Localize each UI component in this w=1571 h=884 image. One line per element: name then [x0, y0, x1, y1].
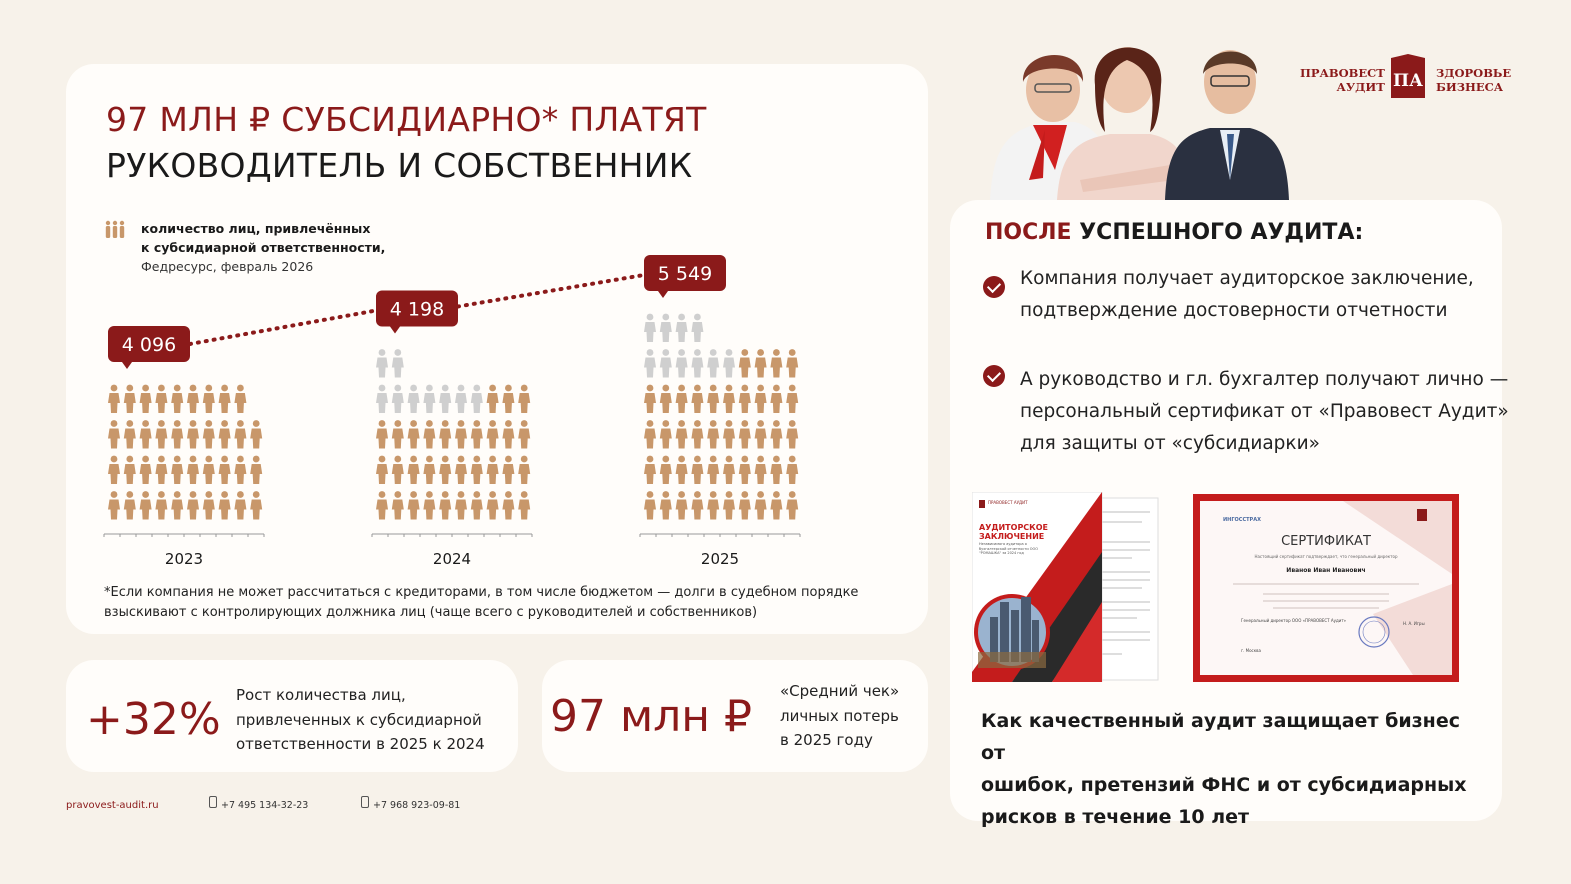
- person-figure-2025-50: [723, 491, 735, 519]
- person-figure-2024-24: [392, 456, 404, 484]
- person-figure-2025-6: [660, 349, 672, 377]
- value-label: 5 549: [657, 263, 713, 285]
- person-figure-2024-3: [376, 385, 388, 413]
- person-figure-2024-25: [408, 456, 420, 484]
- person-figure-2023-31: [124, 491, 136, 519]
- person-figure-2023-2: [124, 385, 136, 413]
- headline-line1: 97 МЛН ₽ СУБСИДИАРНО* ПЛАТЯТ: [106, 100, 707, 139]
- person-figure-2024-4: [392, 385, 404, 413]
- person-figure-2024-14: [392, 420, 404, 448]
- team-photo: [985, 30, 1295, 200]
- person-figure-2023-29: [250, 456, 262, 484]
- person-figure-2023-18: [234, 420, 246, 448]
- footnote: *Если компания не может рассчитаться с кредиторами, в том числе бюджетом — долги в судебном порядке взыскивают с контролирующих должника лиц (чаще всего с руководителей и собственников): [104, 585, 859, 620]
- logo-mark-text: ПА: [1393, 71, 1423, 91]
- person-figure-2024-16: [423, 420, 435, 448]
- person-figure-2023-33: [155, 491, 167, 519]
- phone-link-2[interactable]: +7 968 923-09-81: [373, 800, 461, 811]
- person-figure-2024-13: [376, 420, 388, 448]
- person-figure-2024-41: [502, 491, 514, 519]
- benefit-line: А руководство и гл. бухгалтер получают лично —: [1020, 369, 1509, 390]
- stat-loss-description: [780, 679, 920, 753]
- person-figure-2025-20: [723, 385, 735, 413]
- stat-loss-desc-line: «Средний чек»: [780, 682, 900, 700]
- person-figure-2025-29: [707, 420, 719, 448]
- stat-growth-description: [236, 683, 496, 757]
- person-figure-2025-7: [676, 349, 688, 377]
- audit-doc-title-1: АУДИТОРСКОЕ: [979, 523, 1048, 532]
- person-figure-2025-47: [676, 491, 688, 519]
- value-label: 4 198: [389, 298, 445, 321]
- heading-rest: УСПЕШНОГО АУДИТА:: [1071, 220, 1364, 245]
- benefit-item-1: [1020, 263, 1520, 327]
- person-figure-2023-34: [171, 491, 183, 519]
- legend-line2: к субсидиарной ответственности,: [141, 240, 386, 255]
- stat-growth-desc-line: ответственности в 2025 к 2024: [236, 735, 485, 753]
- logo-left-line: АУДИТ: [1336, 80, 1385, 94]
- stat-growth-desc-line: привлеченных к субсидиарной: [236, 710, 482, 729]
- phone-icon: [361, 796, 369, 808]
- person-figure-2025-10: [723, 349, 735, 377]
- year-label: 2025: [700, 550, 740, 568]
- pictograph-chart: [0, 0, 940, 580]
- summary-line: Как качественный аудит защищает бизнес от: [981, 710, 1460, 764]
- value-badge-2025: [644, 255, 726, 298]
- person-figure-2023-22: [140, 456, 152, 484]
- person-figure-2025-42: [755, 456, 767, 484]
- summary-line: ошибок, претензий ФНС и от субсидиарных: [981, 774, 1467, 796]
- benefit-item-2: [1020, 364, 1520, 460]
- person-figure-2024-8: [455, 385, 467, 413]
- stat-loss-value: 97 млн ₽: [550, 691, 753, 742]
- person-figure-2023-12: [140, 420, 152, 448]
- certificate-name: Иванов Иван Иванович: [1286, 567, 1366, 574]
- person-figure-2025-25: [644, 420, 656, 448]
- audit-doc-brand: ПРАВОВЕСТ АУДИТ: [988, 500, 1028, 505]
- person-figure-2025-9: [707, 349, 719, 377]
- stat-growth-value: +32%: [86, 694, 221, 745]
- headline-line2: РУКОВОДИТЕЛЬ И СОБСТВЕННИК: [106, 146, 693, 185]
- person-figure-2025-26: [660, 420, 672, 448]
- certificate-signer: Н. А. Игры: [1403, 621, 1425, 626]
- person-figure-2023-11: [124, 420, 136, 448]
- person-figure-2024-33: [376, 491, 388, 519]
- person-figure-2023-16: [203, 420, 215, 448]
- person-figure-2023-24: [171, 456, 183, 484]
- person-figure-2024-23: [376, 456, 388, 484]
- person-figure-2023-3: [140, 385, 152, 413]
- certificate-signer-title: Генеральный директор ООО «ПРАВОВЕСТ Аудит»: [1241, 618, 1347, 623]
- summary-line: рисков в течение 10 лет: [981, 806, 1250, 828]
- certificate-title: СЕРТИФИКАТ: [1281, 534, 1371, 549]
- person-figure-2024-5: [408, 385, 420, 413]
- logo-text-left: [1300, 66, 1385, 94]
- person-figure-2024-6: [423, 385, 435, 413]
- stat-growth-desc-line: Рост количества лиц,: [236, 686, 406, 704]
- benefit-line: для защиты от «субсидиарки»: [1020, 433, 1320, 454]
- person-figure-2024-42: [518, 491, 530, 519]
- person-figure-2023-6: [187, 385, 199, 413]
- person-figure-2023-28: [234, 456, 246, 484]
- person-figure-2024-11: [502, 385, 514, 413]
- person-figure-2023-9: [234, 385, 246, 413]
- website-link[interactable]: pravovest-audit.ru: [66, 800, 159, 811]
- person-figure-2023-5: [171, 385, 183, 413]
- person-figure-2024-2: [392, 349, 404, 377]
- person-figure-2025-38: [691, 456, 703, 484]
- person-figure-2025-33: [770, 420, 782, 448]
- heading-accent: ПОСЛЕ: [985, 220, 1072, 245]
- person-figure-2024-18: [455, 420, 467, 448]
- legend-source: Федресурс, февраль 2026: [141, 259, 314, 274]
- person-figure-2024-10: [487, 385, 499, 413]
- after-audit-heading: [985, 220, 1363, 245]
- person-figure-2024-39: [471, 491, 483, 519]
- person-figure-2023-30: [108, 491, 120, 519]
- person-figure-2025-34: [786, 420, 798, 448]
- phone-link-1[interactable]: +7 495 134-32-23: [221, 800, 309, 811]
- person-figure-2024-17: [439, 420, 451, 448]
- person-figure-2023-1: [108, 385, 120, 413]
- person-figure-2025-23: [770, 385, 782, 413]
- person-figure-2025-39: [707, 456, 719, 484]
- person-figure-2025-30: [723, 420, 735, 448]
- person-figure-2025-12: [755, 349, 767, 377]
- person-figure-2025-49: [707, 491, 719, 519]
- person-figure-2024-26: [423, 456, 435, 484]
- person-figure-2023-4: [155, 385, 167, 413]
- person-figure-2025-3: [676, 314, 688, 342]
- person-figure-2023-38: [234, 491, 246, 519]
- person-figure-2025-37: [676, 456, 688, 484]
- person-figure-2024-27: [439, 456, 451, 484]
- person-figure-2024-1: [376, 349, 388, 377]
- person-figure-2023-27: [219, 456, 231, 484]
- person-figure-2023-8: [219, 385, 231, 413]
- bottom-summary: [981, 705, 1481, 833]
- benefit-line: персональный сертификат от «Правовест Аудит»: [1020, 401, 1509, 422]
- person-figure-2025-18: [691, 385, 703, 413]
- person-figure-2024-35: [408, 491, 420, 519]
- person-figure-2023-17: [219, 420, 231, 448]
- person-figure-2025-5: [644, 349, 656, 377]
- person-figure-2024-29: [471, 456, 483, 484]
- person-figure-2023-20: [108, 456, 120, 484]
- person-figure-2024-32: [518, 456, 530, 484]
- person-figure-2025-17: [676, 385, 688, 413]
- company-logo-icon: [1389, 54, 1427, 102]
- stat-loss-desc-line: личных потерь: [780, 706, 899, 725]
- benefit-line: Компания получает аудиторское заключение,: [1020, 268, 1474, 289]
- person-figure-2023-7: [203, 385, 215, 413]
- person-figure-2025-31: [739, 420, 751, 448]
- person-figure-2025-22: [755, 385, 767, 413]
- person-figure-2025-40: [723, 456, 735, 484]
- stat-loss-desc-line: в 2025 году: [780, 731, 873, 749]
- person-figure-2025-45: [644, 491, 656, 519]
- logo-text-right: [1436, 66, 1511, 94]
- person-figure-2023-39: [250, 491, 262, 519]
- person-figure-2024-9: [471, 385, 483, 413]
- person-figure-2024-40: [487, 491, 499, 519]
- person-figure-2025-14: [786, 349, 798, 377]
- person-figure-2025-2: [660, 314, 672, 342]
- person-figure-2025-16: [660, 385, 672, 413]
- person-figure-2025-13: [770, 349, 782, 377]
- person-figure-2025-54: [786, 491, 798, 519]
- person-figure-2024-38: [455, 491, 467, 519]
- legend-line1: количество лиц, привлечённых: [141, 221, 371, 236]
- certificate-intro: Настоящий сертификат подтверждает, что генеральный директор: [1254, 554, 1398, 559]
- checkmark-icon: [983, 276, 1005, 298]
- person-figure-2023-13: [155, 420, 167, 448]
- person-figure-2024-37: [439, 491, 451, 519]
- year-label: 2024: [432, 550, 472, 568]
- logo-right-line: БИЗНЕСА: [1436, 80, 1504, 94]
- person-figure-2024-31: [502, 456, 514, 484]
- person-figure-2025-35: [644, 456, 656, 484]
- person-figure-2025-27: [676, 420, 688, 448]
- value-badge-2023: [108, 326, 190, 369]
- logo-right-line: ЗДОРОВЬЕ: [1436, 66, 1512, 80]
- person-figure-2025-53: [770, 491, 782, 519]
- person-figure-2025-11: [739, 349, 751, 377]
- person-figure-2023-23: [155, 456, 167, 484]
- audit-doc-subtitle: Независимого аудитора о бухгалтерской отчетности ООО "РОМАШКА" за 2024 год: [979, 542, 1038, 555]
- person-figure-2025-51: [739, 491, 751, 519]
- value-badge-2024: [376, 291, 458, 334]
- person-figure-2025-44: [786, 456, 798, 484]
- person-figure-2023-14: [171, 420, 183, 448]
- person-figure-2024-30: [487, 456, 499, 484]
- audit-doc-title-2: ЗАКЛЮЧЕНИЕ: [979, 532, 1045, 541]
- phone-icon: [209, 796, 217, 808]
- person-figure-2024-12: [518, 385, 530, 413]
- person-figure-2025-19: [707, 385, 719, 413]
- year-label: 2023: [164, 550, 204, 568]
- value-label: 4 096: [121, 334, 177, 356]
- person-figure-2023-32: [140, 491, 152, 519]
- person-figure-2023-21: [124, 456, 136, 484]
- person-figure-2024-36: [423, 491, 435, 519]
- person-figure-2025-46: [660, 491, 672, 519]
- person-figure-2025-24: [786, 385, 798, 413]
- audit-report-image: [972, 492, 1159, 682]
- person-figure-2025-48: [691, 491, 703, 519]
- person-figure-2025-4: [691, 314, 703, 342]
- person-figure-2025-36: [660, 456, 672, 484]
- benefit-line: подтверждение достоверности отчетности: [1020, 300, 1448, 321]
- person-figure-2025-43: [770, 456, 782, 484]
- person-figure-2024-22: [518, 420, 530, 448]
- person-figure-2023-25: [187, 456, 199, 484]
- person-figure-2024-20: [487, 420, 499, 448]
- person-figure-2024-28: [455, 456, 467, 484]
- person-figure-2023-26: [203, 456, 215, 484]
- person-figure-2025-41: [739, 456, 751, 484]
- person-figure-2025-21: [739, 385, 751, 413]
- person-figure-2023-36: [203, 491, 215, 519]
- person-figure-2024-21: [502, 420, 514, 448]
- person-figure-2025-32: [755, 420, 767, 448]
- person-figure-2025-52: [755, 491, 767, 519]
- person-figure-2025-8: [691, 349, 703, 377]
- person-figure-2023-19: [250, 420, 262, 448]
- person-figure-2023-15: [187, 420, 199, 448]
- person-figure-2024-7: [439, 385, 451, 413]
- person-figure-2023-37: [219, 491, 231, 519]
- certificate-image: [1193, 494, 1459, 682]
- person-figure-2023-10: [108, 420, 120, 448]
- logo-left-line: ПРАВОВЕСТ: [1300, 66, 1385, 80]
- person-figure-2025-15: [644, 385, 656, 413]
- person-figure-2025-1: [644, 314, 656, 342]
- person-figure-2024-15: [408, 420, 420, 448]
- person-figure-2025-28: [691, 420, 703, 448]
- person-figure-2023-35: [187, 491, 199, 519]
- person-figure-2024-19: [471, 420, 483, 448]
- person-figure-2024-34: [392, 491, 404, 519]
- person-3-portrait: [1165, 50, 1289, 200]
- certificate-partner: ИНГОССТРАХ: [1223, 517, 1261, 523]
- checkmark-icon: [983, 365, 1005, 387]
- certificate-city: г. Москва: [1241, 648, 1261, 653]
